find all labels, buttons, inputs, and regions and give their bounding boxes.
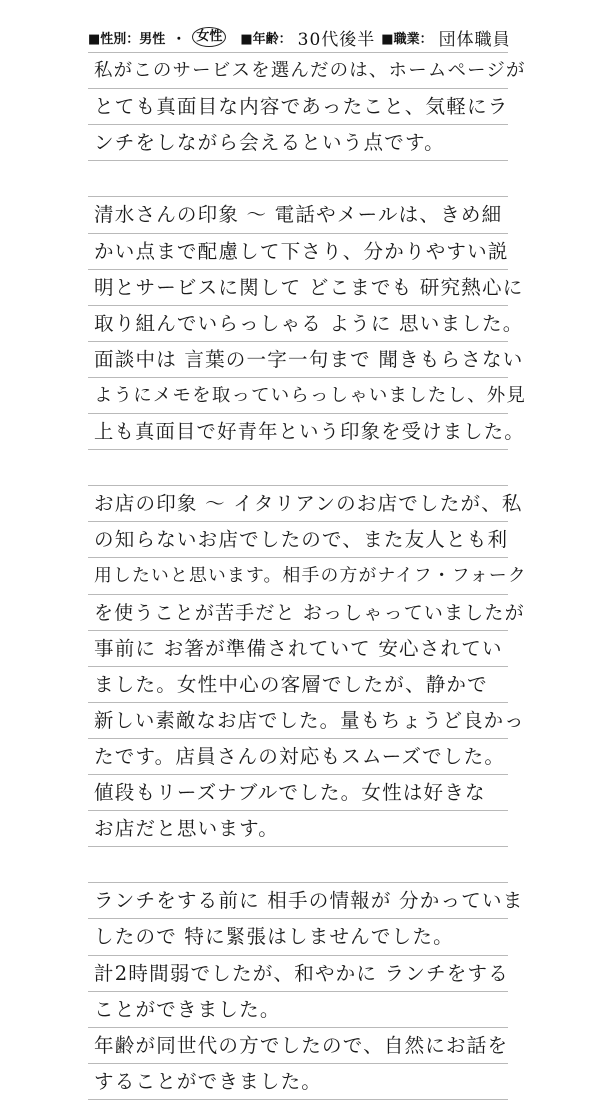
ruled-line (88, 196, 508, 197)
ruled-line (88, 233, 508, 234)
handwritten-line: 年齢が同世代の方でしたので、自然にお話を (94, 1033, 509, 1057)
handwritten-line: とても真面目な内容であったこと、気軽にラ (94, 95, 509, 119)
handwritten-line: 明とサービスに関して どこまでも 研究熱心に (94, 275, 524, 299)
ruled-line (88, 1063, 508, 1064)
gender-female-option-circled: 女性 (192, 27, 226, 47)
ruled-line (88, 810, 508, 811)
job-label: ■職業： (381, 31, 433, 47)
ruled-line (88, 666, 508, 667)
ruled-line (88, 702, 508, 703)
job-value: 団体職員 (438, 29, 511, 50)
handwritten-line: したので 特に緊張はしませんでした。 (94, 925, 454, 949)
handwritten-line: 取り組んでいらっしゃる ように 思いました。 (94, 311, 524, 335)
handwritten-line: を使うことが苦手だと おっしゃっていましたが (94, 601, 525, 624)
ruled-line (88, 485, 508, 486)
ruled-line (88, 630, 508, 631)
handwritten-line: 事前に お箸が準備されていて 安心されてい (94, 636, 503, 660)
ruled-line (88, 594, 508, 595)
ruled-line (88, 521, 508, 522)
ruled-line (88, 377, 508, 378)
handwritten-line: 値段もリーズナブルでした。女性は好きな (94, 781, 486, 804)
handwritten-line: ことができました。 (94, 997, 281, 1021)
profile-header (88, 22, 517, 52)
ruled-line (88, 955, 508, 956)
gender-male-option: 男性 (139, 31, 166, 47)
age-label: ■年齢： (240, 31, 292, 47)
handwritten-line: ました。女性中心の客層でしたが、静かで (94, 672, 488, 696)
ruled-line (88, 449, 508, 450)
handwritten-line: 新しい素敵なお店でした。量もちょうど良かっ (94, 708, 525, 732)
handwritten-line: お店の印象 ～ イタリアンのお店でしたが、私 (94, 492, 523, 516)
ruled-line (88, 160, 508, 161)
ruled-line (88, 918, 508, 919)
handwritten-line: することができました。 (94, 1069, 323, 1093)
handwritten-line: ランチをする前に 相手の情報が 分かっていま (94, 889, 524, 913)
age-value: 30代後半 (297, 29, 376, 50)
handwritten-line: ンチをしながら会えるという点です。 (94, 131, 445, 155)
handwritten-line: 計2時間弱でしたが、和やかに ランチをする (94, 961, 509, 985)
ruled-line (88, 738, 508, 739)
ruled-line (88, 341, 508, 342)
ruled-line (88, 413, 508, 414)
ruled-line (88, 774, 508, 775)
ruled-line (88, 269, 508, 270)
gender-label: ■性別： (88, 31, 140, 47)
ruled-line (88, 557, 508, 558)
ruled-line (88, 305, 508, 306)
handwritten-line: の知らないお店でしたので、また友人とも利 (94, 528, 509, 552)
ruled-line (88, 88, 508, 89)
handwritten-line: 面談中は 言葉の一字一句まで 聞きもらさない (94, 347, 524, 371)
gender-separator: ・ (172, 31, 186, 47)
handwritten-line: かい点まで配慮して下さり、分かりやすい説 (94, 239, 509, 263)
handwritten-line: 私がこのサービスを選んだのは、ホームページが (94, 60, 526, 81)
ruled-line (88, 991, 508, 992)
ruled-line (88, 124, 508, 125)
handwritten-line: 清水さんの印象 ～ 電話やメールは、きめ細 (94, 203, 503, 227)
ruled-line (88, 1027, 508, 1028)
handwritten-line: たです。店員さんの対応もスムーズでした。 (94, 744, 506, 768)
ruled-line (88, 52, 508, 53)
handwritten-line: 用したいと思います。相手の方がナイフ・フォーク (94, 565, 527, 587)
ruled-line (88, 846, 508, 847)
ruled-line (88, 1099, 508, 1100)
handwritten-line: お店だと思います。 (94, 817, 280, 841)
ruled-line (88, 882, 508, 883)
handwritten-line: 上も真面目で好青年という印象を受けました。 (94, 420, 525, 443)
handwritten-line: ようにメモを取っていらっしゃいましたし、外見 (94, 384, 527, 406)
